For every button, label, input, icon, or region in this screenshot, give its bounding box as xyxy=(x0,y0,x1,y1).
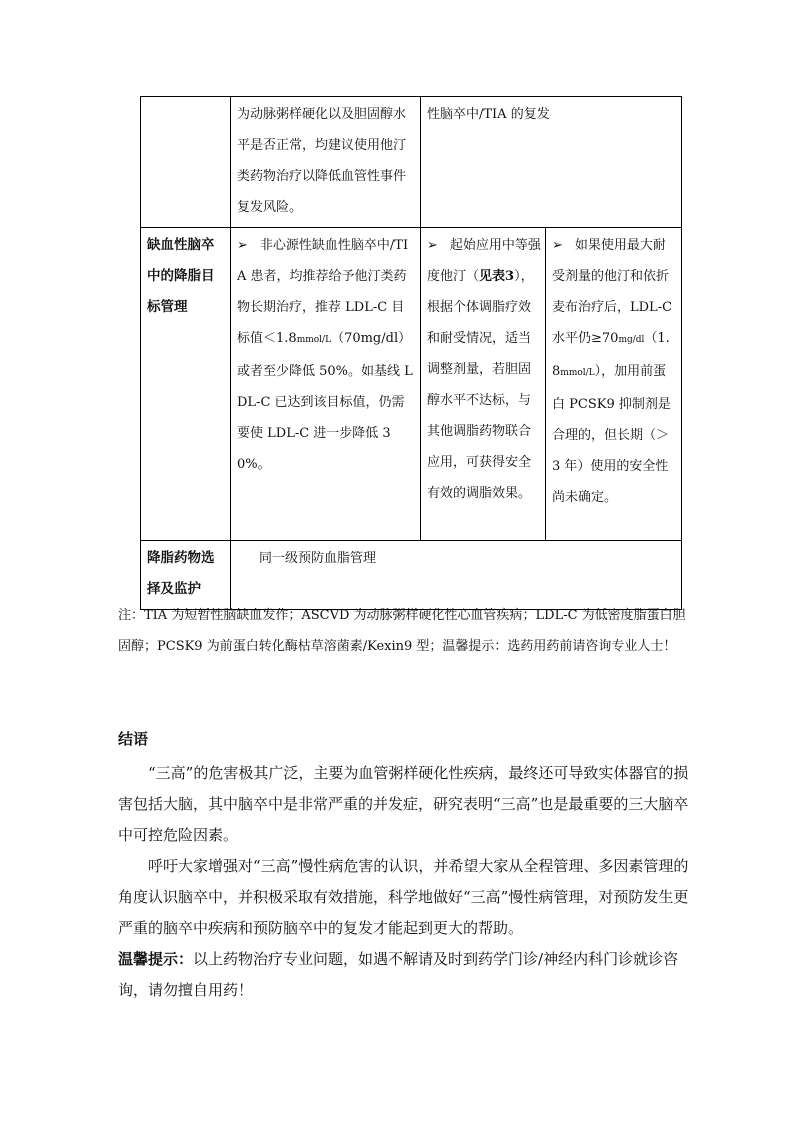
table-cell-recurrence: 性脑卒中/TIA 的复发 xyxy=(421,97,682,228)
table-cell-empty-header xyxy=(141,97,231,228)
table-cell-target-value: ➢ 非心源性缺血性脑卒中/TIA 患者，均推荐给予他汀类药物长期治疗，推荐 LDL-C 目标值＜1.8mmol/L（70mg/dl）或者至少降低 50%。如基线 LDL-C 已达到该目标值，仍需要使 LDL-C 进一步降低 30%。 xyxy=(231,228,421,541)
conclusion-paragraph-1: “三高”的危害极其广泛，主要为血管粥样硬化性疾病，最终还可导致实体器官的损害包括大脑，其中脑卒中是非常严重的并发症，研究表明“三高”也是最重要的三大脑卒中可控危险因素。 xyxy=(118,764,689,844)
bullet-arrow-icon: ➢ xyxy=(552,238,563,253)
table-row-continued xyxy=(141,97,682,228)
table-cell-pcsk9: ➢ 如果使用最大耐受剂量的他汀和依折麦布治疗后，LDL-C 水平仍≥70mg/dl（1.8mmol/L），加用前蛋白 PCSK9 抑制剂是合理的，但长期（＞3 年）使用的安全性尚未确定。 xyxy=(546,228,682,541)
warm-tip-label: 温馨提示： xyxy=(118,950,194,968)
table-cell-drug-selection: 同一级预防血脂管理 xyxy=(231,541,682,610)
table-3-reference: 见表3 xyxy=(479,269,515,284)
table-cell-statin-recommendation: 为动脉粥样硬化以及胆固醇水平是否正常，均建议使用他汀类药物治疗以降低血管性事件复发风险。 xyxy=(231,97,421,228)
bullet-arrow-icon: ➢ xyxy=(427,238,438,253)
table-footnote: 注：TIA 为短暂性脑缺血发作；ASCVD 为动脉粥样硬化性心血管疾病；LDL-C 为低密度脂蛋白胆固醇；PCSK9 为前蛋白转化酶枯草溶菌素/Kexin9 型；温馨提示：选药用药前请咨询专业人士！ xyxy=(118,608,686,654)
row-header-lipid-target: 缺血性脑卒中的降脂目标管理 xyxy=(141,228,231,541)
table-cell-statin-intensity: ➢ 起始应用中等强度他汀（见表3），根据个体调脂疗效和耐受情况，适当调整剂量，若胆固醇水平不达标，与其他调脂药物联合应用，可获得安全有效的调脂效果。 xyxy=(421,228,546,541)
row-header-drug-selection: 降脂药物选择及监护 xyxy=(141,541,231,610)
bullet-arrow-icon: ➢ xyxy=(237,238,248,253)
conclusion-heading: 结语 xyxy=(118,730,149,748)
warm-tip xyxy=(118,944,693,1006)
lipid-management-table xyxy=(140,96,682,610)
table-row-lipid-target xyxy=(141,228,682,541)
conclusion-paragraph-2: 呼吁大家增强对“三高”慢性病危害的认识，并希望大家从全程管理、多因素管理的角度认识脑卒中，并积极采取有效措施，科学地做好“三高”慢性病管理，对预防发生更严重的脑卒中疾病和预防脑卒中的复发才能起到更大的帮助。 xyxy=(118,857,689,937)
warm-tip-text: 以上药物治疗专业问题，如遇不解请及时到药学门诊/神经内科门诊就诊咨询，请勿擅自用药！ xyxy=(118,950,679,999)
